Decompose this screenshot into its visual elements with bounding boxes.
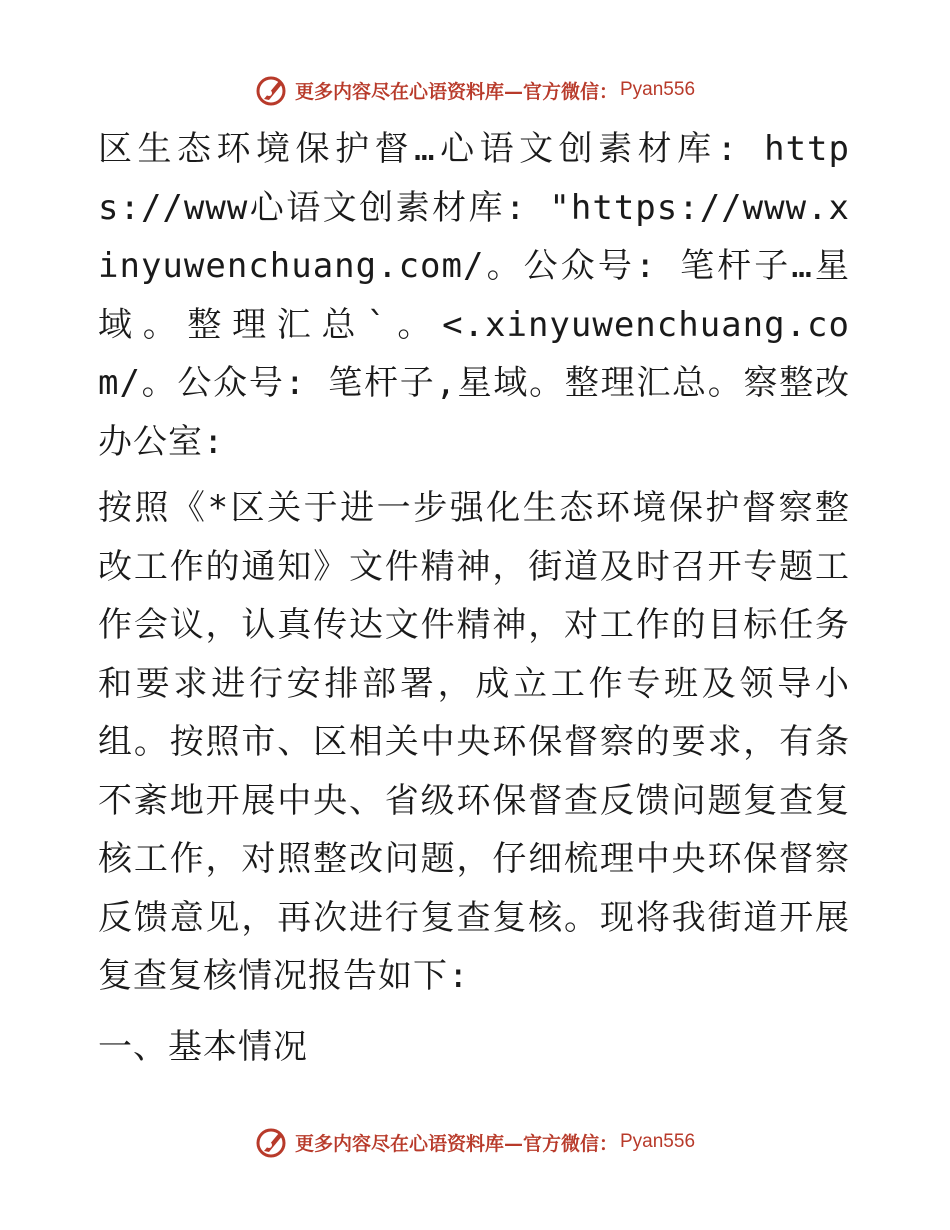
header-banner <box>0 70 950 110</box>
banner-text: 更多内容尽在心语资料库—官方微信： <box>294 80 618 103</box>
quill-circle-icon <box>255 73 289 107</box>
banner-text: 更多内容尽在心语资料库—官方微信： <box>294 1132 618 1155</box>
banner-contact: Pyan556 <box>620 79 696 100</box>
banner-contact: Pyan556 <box>620 1131 696 1152</box>
section-heading: 一、基本情况 <box>98 1026 308 1067</box>
document-body <box>98 120 850 1076</box>
quill-circle-icon <box>255 1125 289 1159</box>
paragraph-main: 按照《*区关于进一步强化生态环境保护督察整改工作的通知》文件精神，街道及时召开专题工作会议，认真传达文件精神，对工作的目标任务和要求进行安排部署，成立工作专班及领导小组。按照市、区相关中央环保督察的要求，有条不紊地开展中央、省级环保督查反馈问题复查复核工作，对照整改问题，仔细梳理中央环保督察反馈意见，再次进行复查复核。现将我街道开展复查复核情况报告如下: <box>98 488 850 996</box>
paragraph-intro: 区生态环境保护督…心语文创素材库: https://www心语文创素材库: "https://www.xinyuwenchuang.com/。公众号: 笔杆子…星域。整理汇总`。<.xinyuwenchuang.com/。公众号: 笔杆子,星域。整理汇总。察整改办公室: <box>98 129 850 462</box>
footer-banner <box>0 1122 950 1162</box>
